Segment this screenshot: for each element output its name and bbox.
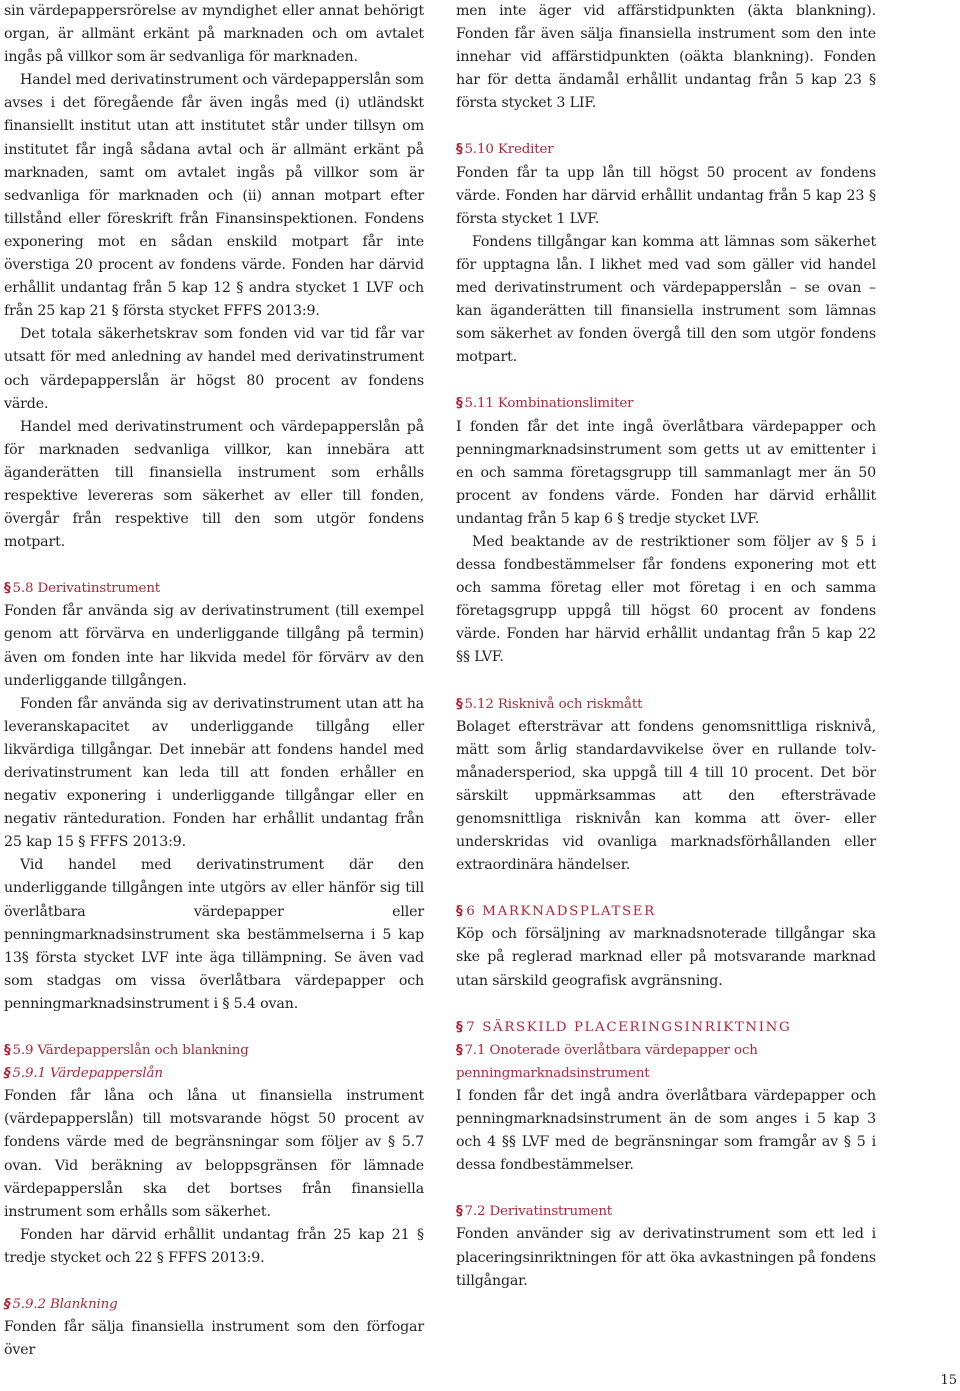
heading-5-11: § 5.11 Kombinationslimiter	[456, 396, 634, 412]
section-sign-icon: §	[4, 1296, 11, 1312]
heading-7: § 7 SÄRSKILD PLACERINGSINRIKTNING	[456, 1019, 792, 1035]
paragraph: Handel med derivatinstrument och värdepapperslån på för marknaden sedvanliga villkor, kan innebära att äganderätten till finansiella instrument som erhålls respektive levereras som säkerhet av eller till fonden, övergår från respektive till den som utgör fondens motpart.	[4, 418, 424, 551]
paragraph: Handel med derivatinstrument och värdepapperslån som avses i det föregående får även ingås med (i) utländskt finansiellt institut utan att institutet står under tillsyn om institutet får ingå sådana avtal och är allmänt erkänt på marknaden, samt om avtalet ingås på villkor som är sedvanliga för marknaden och (ii) annan motpart efter tillstånd eller föreskrift från Finansinspektionen. Fondens exponering mot en sådan enskild motpart får inte överstiga 20 procent av fondens värde. Fonden har därvid erhållit undantag från 5 kap 12 § andra stycket 1 LVF och från 25 kap 21 § första stycket FFFS 2013:9.	[4, 72, 424, 320]
section-sign-icon: §	[456, 1042, 463, 1058]
heading-5-8: § 5.8 Derivatinstrument	[4, 581, 161, 597]
section-sign-icon: §	[456, 1019, 465, 1035]
paragraph: Vid handel med derivatinstrument där den underliggande tillgången inte utgörs av eller hänför sig till överlåtbara värdepapper eller penningmarknadsinstrument ska bestämmelserna i 5 kap 13§ första stycket LVF inte äga tillämpning. Se även vad som stadgas om vissa överlåtbara värdepapper och penningmarknadsinstrument i § 5.4 ovan.	[4, 857, 424, 1012]
section-sign-icon: §	[456, 142, 463, 158]
left-column	[4, 0, 424, 1362]
paragraph: Fonden får sälja finansiella instrument som den förfogar över	[4, 1319, 424, 1359]
section-sign-icon: §	[456, 1204, 463, 1220]
paragraph: I fonden får det ingå andra överlåtbara värdepapper och penningmarknadsinstrument än de som anges i 5 kap 3 och 4 §§ LVF med de begränsningar som framgår av § 5 i dessa fondbestämmelser.	[456, 1087, 876, 1174]
section-sign-icon: §	[456, 396, 463, 412]
heading-6: § 6 MARKNADSPLATSER	[456, 904, 656, 920]
paragraph: sin värdepappersrörelse av myndighet eller annat behörigt organ, är allmänt erkänt på marknaden och om avtalet ingås på villkor som är sedvanliga för marknaden.	[4, 3, 424, 66]
heading-7-1: § 7.1 Onoterade överlåtbara värdepapper och penningmarknadsinstrument	[456, 1042, 758, 1081]
section-sign-icon: §	[456, 696, 463, 712]
paragraph: Fonden får låna och låna ut finansiella instrument (värdepapperslån) till motsvarande högst 50 procent av fondens värde med de begränsningar som följer av § 5.7 ovan. Vid beräkning av beloppsgränsen för lämnade värdepapperslån ska det bortses från finansiella instrument som erhålls som säkerhet.	[4, 1088, 424, 1220]
section-sign-icon: §	[4, 1066, 11, 1082]
paragraph: I fonden får det inte ingå överlåtbara värdepapper och penningmarknadsinstrument som getts ut av emittenter i en och samma företagsgrupp till sammanlagt mer än 50 procent av fondens värde. Fonden har därvid erhållit undantag från 5 kap 6 § tredje stycket LVF.	[456, 418, 876, 527]
heading-5-9-2: § 5.9.2 Blankning	[4, 1296, 118, 1312]
paragraph: Fonden får använda sig av derivatinstrument (till exempel genom att förvärva en underliggande tillgång på termin) även om fonden inte har likvida medel för förvärv av den underliggande tillgången.	[4, 603, 424, 689]
heading-5-9-1: § 5.9.1 Värdepapperslån	[4, 1066, 163, 1082]
section-sign-icon: §	[456, 904, 465, 920]
paragraph: Bolaget eftersträvar att fondens genomsnittliga risknivå, mätt som årlig standardavvikelse över en rullande tolv-månadersperiod, ska uppgå till 4 till 10 procent. Det bör särskilt uppmärksammas att den eftersträvade genomsnittliga risknivån kan komma att över- eller underskridas vid ovanliga marknadsförhållanden eller extraordinära händelser.	[456, 718, 876, 874]
paragraph: Med beaktande av de restriktioner som följer av § 5 i dessa fondbestämmelser får fondens exponering mot ett och samma företag eller mot företag i en och samma företagsgrupp uppgå till högst 60 procent av fondens värde. Fonden har härvid erhållit undantag från 5 kap 22 §§ LVF.	[456, 533, 876, 666]
section-sign-icon: §	[4, 1043, 11, 1059]
paragraph: Det totala säkerhetskrav som fonden vid var tid får var utsatt för med anledning av handel med derivatinstrument och värdepapperslån är högst 80 procent av fondens värde.	[4, 326, 424, 412]
paragraph: Fonden får använda sig av derivatinstrument utan att ha leveranskapacitet av underliggande tillgång eller likvärdiga tillgångar. Det innebär att fondens handel med derivatinstrument kan leda till att fonden erhåller en negativ exponering i underliggande tillgångar eller en negativ ränteduration. Fonden har erhållit undantag från 25 kap 15 § FFFS 2013:9.	[4, 695, 424, 851]
paragraph: Fonden får ta upp lån till högst 50 procent av fondens värde. Fonden har därvid erhållit undantag från 5 kap 23 § första stycket 1 LVF.	[456, 164, 876, 227]
paragraph: Fonden har därvid erhållit undantag från 25 kap 21 § tredje stycket och 22 § FFFS 2013:9.	[4, 1226, 424, 1266]
heading-5-9: § 5.9 Värdepapperslån och blankning	[4, 1043, 249, 1059]
paragraph: Fondens tillgångar kan komma att lämnas som säkerhet för upptagna lån. I likhet med vad som gäller vid handel med derivatinstrument och värdepapperslån – se ovan – kan äganderätten till finansiella instrument som lämnas som säkerhet av fonden övergå till den som utgör fondens motpart.	[456, 233, 876, 366]
paragraph: men inte äger vid affärstidpunkten (äkta blankning). Fonden får även sälja finansiella instrument som den inte innehar vid affärstidpunkten (oäkta blankning). Fonden har för detta ändamål erhållit undantag från 5 kap 23 § första stycket 3 LIF.	[456, 3, 876, 112]
paragraph: Köp och försäljning av marknadsnoterade tillgångar ska ske på reglerad marknad eller på motsvarande marknad utan särskild geografisk avgränsning.	[456, 926, 876, 989]
heading-5-12: § 5.12 Risknivå och riskmått	[456, 696, 643, 712]
page-number: 15	[940, 1373, 957, 1388]
right-column	[456, 0, 876, 1293]
heading-7-2: § 7.2 Derivatinstrument	[456, 1204, 613, 1220]
paragraph: Fonden använder sig av derivatinstrument som ett led i placeringsinriktningen för att öka avkastningen på fondens tillgångar.	[456, 1226, 876, 1289]
heading-5-10: § 5.10 Krediter	[456, 142, 554, 158]
section-sign-icon: §	[4, 581, 11, 597]
